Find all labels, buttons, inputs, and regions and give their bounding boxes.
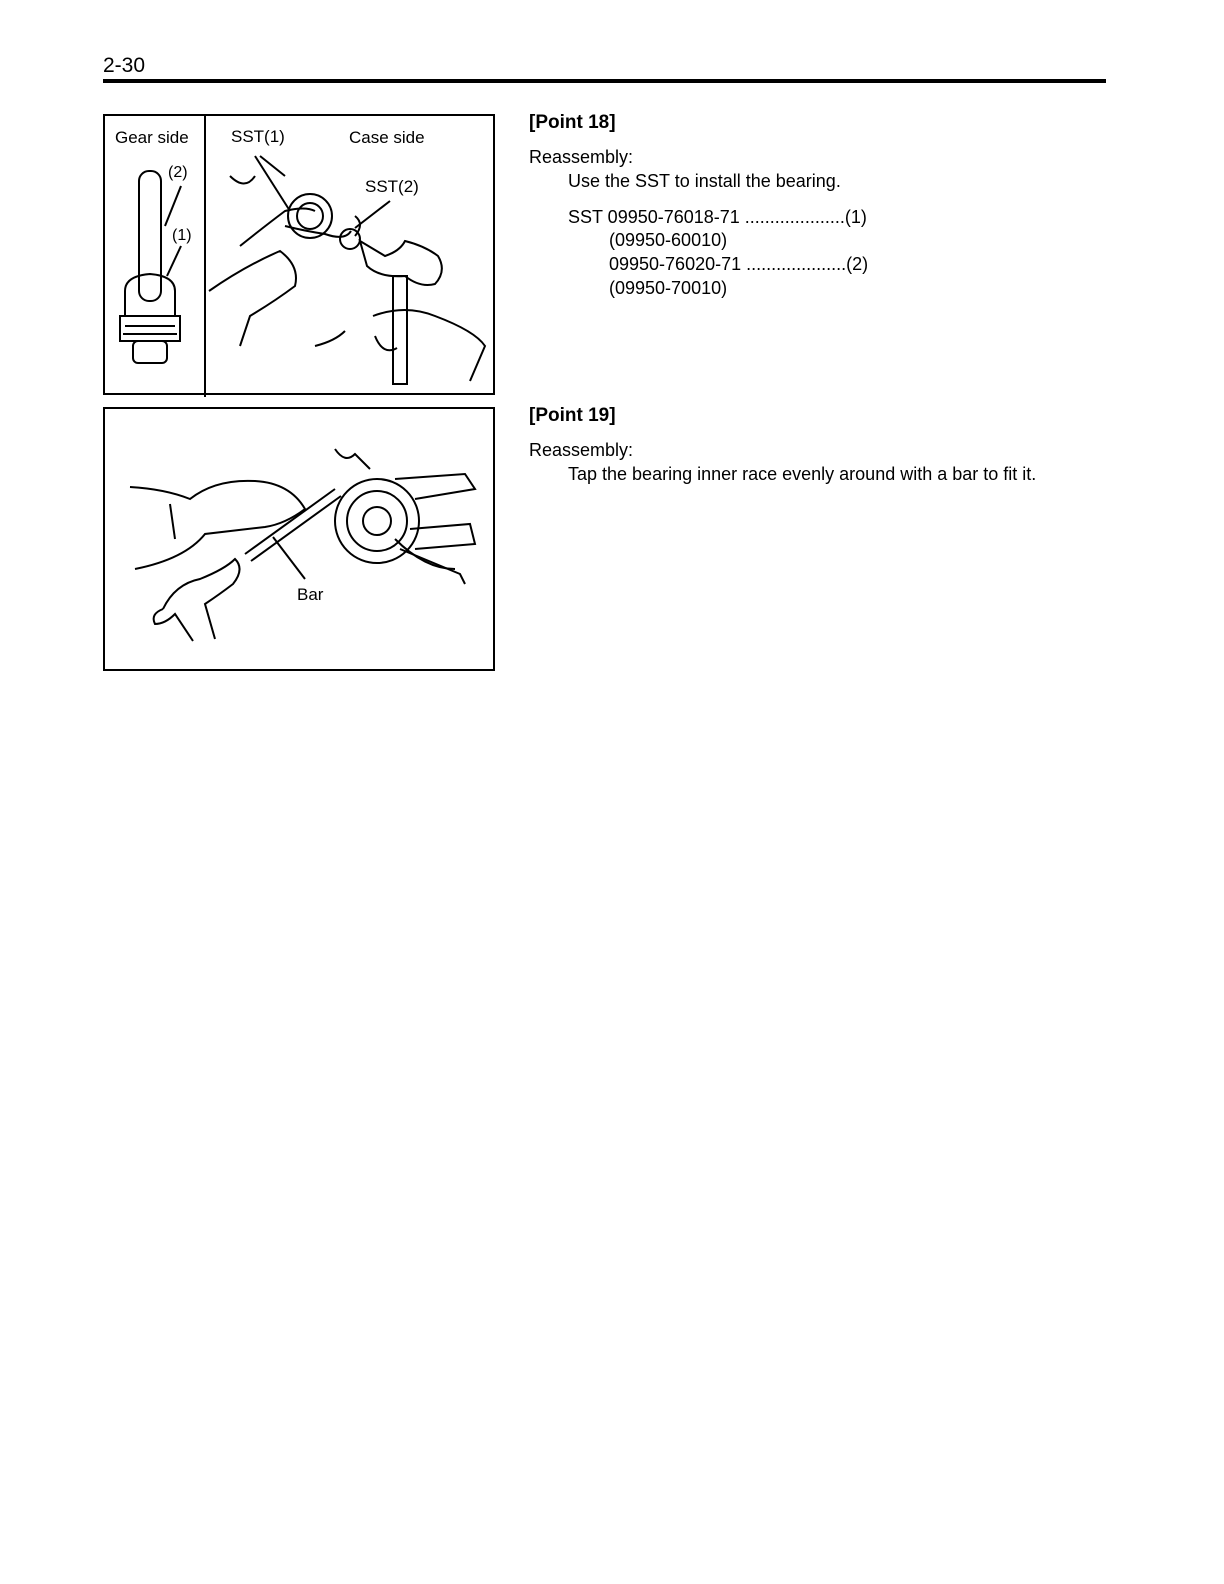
sst2-label: SST(2) [365,177,419,196]
figure-bar-tap-drawing [105,409,497,673]
header-rule [103,79,1106,83]
point19-instruction: Tap the bearing inner race evenly around with a bar to fit it. [568,464,1037,484]
sst-line-2: (09950-60010) [609,230,728,250]
point18-subtitle: Reassembly: [529,147,634,167]
case-side-label: Case side [349,128,425,147]
callout-1: (1) [172,227,192,244]
page-number: 2-30 [103,54,146,77]
point19-subtitle: Reassembly: [529,440,634,460]
sst1-label: SST(1) [231,127,285,146]
figure-bar-tap [103,407,495,671]
bar-label: Bar [297,585,324,604]
sst-line-4: (09950-70010) [609,278,728,298]
figure-sst-install-drawing [105,116,497,397]
point19-title: [Point 19] [529,405,616,426]
sst-line-3: 09950-76020-71 ....................(2) [609,254,869,274]
callout-2: (2) [168,164,188,181]
point18-section [529,112,616,134]
gear-side-label: Gear side [115,128,189,147]
figure-sst-install [103,114,495,395]
point19-section [529,405,616,427]
sst-line-1: SST 09950-76018-71 ....................(1) [568,207,867,227]
point18-instruction: Use the SST to install the bearing. [568,171,841,191]
point18-title: [Point 18] [529,112,616,133]
